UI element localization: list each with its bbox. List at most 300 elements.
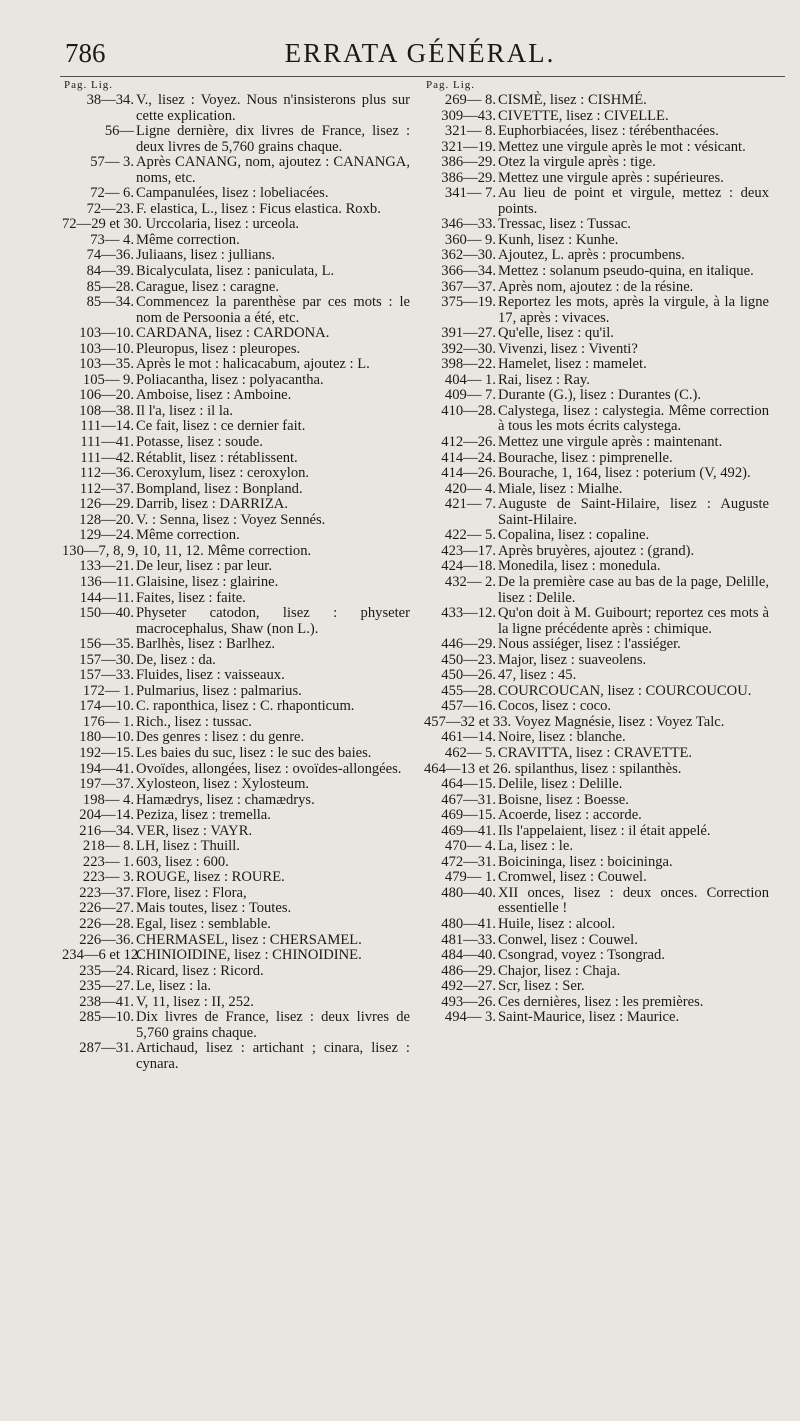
errata-correction: Kunh, lisez : Kunhe. — [498, 231, 619, 248]
errata-reference: 410—28. — [441, 402, 496, 419]
errata-column-left — [62, 78, 410, 1072]
errata-reference: 493—26. — [441, 993, 496, 1010]
errata-reference: 111—14. — [80, 418, 134, 435]
errata-correction: Mais toutes, lisez : Toutes. — [136, 900, 292, 917]
errata-correction: De, lisez : da. — [136, 651, 216, 668]
errata-entry — [424, 855, 769, 871]
errata-reference: 130—7, 8, 9, 10, 11, 12. — [62, 542, 204, 559]
errata-correction: CISMÈ, lisez : CISHMÉ. — [498, 92, 647, 108]
errata-reference: 194—41. — [79, 760, 134, 777]
errata-correction: CARDANA, lisez : CARDONA. — [136, 325, 330, 342]
errata-correction: LH, lisez : Thuill. — [136, 838, 240, 855]
errata-entry — [62, 1041, 410, 1072]
errata-reference: 432— 2. — [444, 573, 496, 590]
errata-correction: Bourache, lisez : pimprenelle. — [498, 449, 673, 466]
errata-correction: CHINIOIDINE, lisez : CHINOIDINE. — [136, 947, 362, 964]
errata-entry — [62, 124, 410, 155]
errata-entry — [424, 404, 769, 435]
errata-correction: Faites, lisez : faite. — [136, 589, 246, 606]
errata-reference: 285—10. — [79, 1009, 134, 1026]
errata-reference: 375—19. — [441, 294, 496, 311]
errata-correction: spilanthus, lisez : spilanthès. — [514, 760, 682, 777]
errata-correction: Ceroxylum, lisez : ceroxylon. — [136, 465, 310, 482]
errata-reference: 421— 7. — [444, 496, 496, 513]
errata-reference: 126—29. — [79, 496, 134, 513]
errata-correction: Darrib, lisez : DARRIZA. — [136, 496, 288, 513]
errata-correction: 603, lisez : 600. — [136, 853, 229, 870]
errata-entry — [62, 342, 410, 358]
errata-reference: 223— 3. — [82, 869, 134, 886]
errata-reference: 457—16. — [441, 698, 496, 715]
errata-reference: 484—40. — [441, 947, 496, 964]
errata-reference: 462— 5. — [444, 744, 496, 761]
errata-entry — [62, 668, 410, 684]
errata-entry — [424, 995, 769, 1011]
errata-reference: 392—30. — [441, 340, 496, 357]
errata-entry — [62, 715, 410, 731]
errata-entry — [62, 793, 410, 809]
errata-entry — [62, 404, 410, 420]
errata-correction: V., lisez : Voyez. Nous n'insisterons plus sur cette explication. — [136, 92, 410, 124]
errata-entry — [62, 948, 410, 964]
errata-correction: Huile, lisez : alcool. — [498, 915, 616, 932]
errata-entry — [62, 202, 410, 218]
errata-correction: Ces dernières, lisez : les premières. — [498, 993, 704, 1010]
errata-entry — [424, 808, 769, 824]
errata-correction: Ligne dernière, dix livres de France, lisez : deux livres de 5,760 grains chaque. — [136, 123, 410, 155]
errata-reference: 457—32 et 33. — [424, 713, 512, 730]
errata-correction: Durante (G.), lisez : Durantes (C.). — [498, 387, 702, 404]
errata-correction: Acoerde, lisez : accorde. — [498, 807, 642, 824]
errata-entry — [62, 575, 410, 591]
errata-reference: 133—21. — [79, 558, 134, 575]
errata-entry — [424, 124, 769, 140]
errata-reference: 72—23. — [86, 200, 134, 217]
page-number: 786 — [65, 38, 106, 68]
errata-reference: 180—10. — [79, 729, 134, 746]
errata-reference: 404— 1. — [444, 371, 496, 388]
errata-correction: Juliaans, lisez : jullians. — [136, 247, 276, 264]
errata-correction: Après nom, ajoutez : de la résine. — [498, 278, 694, 295]
errata-entry — [62, 777, 410, 793]
errata-correction: Chajor, lisez : Chaja. — [498, 962, 621, 979]
errata-entry — [424, 295, 769, 326]
errata-entry — [424, 544, 769, 560]
errata-reference: 461—14. — [441, 729, 496, 746]
errata-entry — [424, 186, 769, 217]
errata-reference: 341— 7. — [444, 185, 496, 202]
errata-entry — [62, 482, 410, 498]
errata-entry — [62, 855, 410, 871]
errata-correction: Delile, lisez : Delille. — [498, 776, 623, 793]
errata-entry — [62, 93, 410, 124]
errata-entry — [62, 155, 410, 186]
errata-correction: Ils l'appelaient, lisez : il était appelé. — [498, 822, 711, 839]
errata-reference: 494— 3. — [444, 1009, 496, 1026]
errata-entry — [62, 699, 410, 715]
errata-entry — [62, 295, 410, 326]
errata-entry — [424, 933, 769, 949]
errata-correction: Euphorbiacées, lisez : térébenthacées. — [498, 123, 719, 140]
errata-correction: Les baies du suc, lisez : le suc des baies. — [136, 744, 372, 761]
errata-entry — [424, 870, 769, 886]
errata-correction: Cocos, lisez : coco. — [498, 698, 612, 715]
errata-entry — [62, 746, 410, 762]
errata-reference: 472—31. — [441, 853, 496, 870]
errata-entry — [62, 824, 410, 840]
errata-reference: 469—41. — [441, 822, 496, 839]
errata-correction: Conwel, lisez : Couwel. — [498, 931, 638, 948]
errata-reference: 238—41. — [79, 993, 134, 1010]
errata-reference: 269— 8. — [444, 92, 496, 108]
errata-correction: Mettez une virgule après le mot : vésicant. — [498, 138, 746, 155]
errata-reference: 172— 1. — [82, 682, 134, 699]
errata-correction: Nous assiéger, lisez : l'assiéger. — [498, 636, 681, 653]
errata-reference: 112—37. — [79, 480, 134, 497]
errata-reference: 129—24. — [79, 527, 134, 544]
errata-correction: Major, lisez : suaveolens. — [498, 651, 647, 668]
errata-entry — [62, 217, 410, 233]
errata-reference: 38—34. — [86, 92, 134, 108]
errata-correction: Glaisine, lisez : glairine. — [136, 573, 279, 590]
errata-reference: 309—43. — [441, 107, 496, 124]
errata-correction: Vivenzi, lisez : Viventi? — [498, 340, 638, 357]
errata-reference: 423—17. — [441, 542, 496, 559]
errata-entry — [424, 824, 769, 840]
errata-reference: 287—31. — [79, 1040, 134, 1057]
errata-correction: Miale, lisez : Mialhe. — [498, 480, 623, 497]
errata-entry — [424, 917, 769, 933]
errata-entry — [424, 684, 769, 700]
errata-entry — [62, 466, 410, 482]
errata-entry — [62, 280, 410, 296]
errata-correction: Barlhès, lisez : Barlhez. — [136, 636, 275, 653]
errata-correction: Boicininga, lisez : boiciningа. — [498, 853, 673, 870]
errata-entry — [424, 1010, 769, 1026]
errata-entry — [62, 186, 410, 202]
errata-correction: Le, lisez : la. — [136, 978, 211, 995]
errata-correction: Après le mot : halicacabum, ajoutez : L. — [136, 356, 370, 373]
errata-correction: Reportez les mots, après la virgule, à la ligne 17, après : vivaces. — [498, 294, 769, 326]
errata-correction: Ce fait, lisez : ce dernier fait. — [136, 418, 306, 435]
errata-correction: Poliacantha, lisez : polyacantha. — [136, 371, 324, 388]
errata-reference: 321— 8. — [444, 123, 496, 140]
errata-correction: Auguste de Saint-Hilaire, lisez : Auguste Saint-Hilaire. — [498, 496, 769, 528]
errata-reference: 105— 9. — [82, 371, 134, 388]
errata-entry — [424, 948, 769, 964]
errata-entry — [62, 591, 410, 607]
errata-reference: 386—29. — [441, 154, 496, 171]
errata-correction: Il l'a, lisez : il la. — [136, 402, 234, 419]
errata-entry — [62, 497, 410, 513]
errata-entry — [424, 109, 769, 125]
errata-entry — [424, 762, 769, 778]
column-head-left: Pag. Lig. — [64, 79, 114, 91]
errata-correction: Potasse, lisez : soude. — [136, 434, 263, 451]
errata-correction: Tressac, lisez : Tussac. — [498, 216, 631, 233]
errata-reference: 84—39. — [86, 263, 134, 280]
errata-entry — [424, 979, 769, 995]
errata-reference: 103—10. — [79, 340, 134, 357]
errata-reference: 150—40. — [79, 605, 134, 622]
errata-correction: Amboise, lisez : Amboine. — [136, 387, 292, 404]
errata-reference: 366—34. — [441, 263, 496, 280]
errata-reference: 112—36. — [79, 465, 134, 482]
errata-entry — [424, 777, 769, 793]
errata-entry — [424, 466, 769, 482]
errata-reference: 450—23. — [441, 651, 496, 668]
errata-reference: 198— 4. — [82, 791, 134, 808]
errata-reference: 481—33. — [441, 931, 496, 948]
errata-reference: 174—10. — [79, 698, 134, 715]
errata-correction: Xylosteon, lisez : Xylosteum. — [136, 776, 310, 793]
errata-correction: Dix livres de France, lisez : deux livres de 5,760 grains chaque. — [136, 1009, 410, 1041]
errata-correction: De leur, lisez : par leur. — [136, 558, 272, 575]
errata-reference: 455—28. — [441, 682, 496, 699]
errata-correction: CIVETTE, lisez : CIVELLE. — [498, 107, 669, 124]
errata-correction: 47, lisez : 45. — [498, 667, 577, 684]
errata-reference: 446—29. — [441, 636, 496, 653]
errata-correction: Voyez Magnésie, lisez : Voyez Talc. — [514, 713, 725, 730]
errata-correction: Flore, lisez : Flora, — [136, 884, 247, 901]
errata-correction: Urccolaria, lisez : urceola. — [145, 216, 300, 233]
errata-reference: 73— 4. — [90, 231, 134, 248]
errata-reference: 72—29 et 30. — [62, 216, 142, 233]
errata-entry — [62, 326, 410, 342]
errata-reference: 226—27. — [79, 900, 134, 917]
errata-entry — [424, 482, 769, 498]
errata-correction: Ricard, lisez : Ricord. — [136, 962, 264, 979]
errata-reference: 74—36. — [86, 247, 134, 264]
errata-entry — [424, 839, 769, 855]
errata-reference: 386—29. — [441, 169, 496, 186]
errata-correction: Hamelet, lisez : mamelet. — [498, 356, 647, 373]
errata-column-right — [424, 78, 769, 1026]
errata-entry — [62, 544, 410, 560]
errata-correction: Pulmarius, lisez : palmarius. — [136, 682, 302, 699]
errata-entry — [62, 808, 410, 824]
errata-reference: 204—14. — [79, 807, 134, 824]
errata-entry — [424, 730, 769, 746]
errata-correction: Boisne, lisez : Boesse. — [498, 791, 629, 808]
errata-reference: 157—33. — [79, 667, 134, 684]
page-header — [60, 36, 780, 76]
errata-entry — [424, 699, 769, 715]
errata-entry — [424, 637, 769, 653]
errata-correction: V. : Senna, lisez : Voyez Sennés. — [136, 511, 326, 528]
errata-correction: Mettez une virgule après : maintenant. — [498, 434, 723, 451]
errata-correction: Des genres : lisez : du genre. — [136, 729, 305, 746]
errata-reference: 85—28. — [86, 278, 134, 295]
errata-entry — [62, 435, 410, 451]
errata-reference: 103—35. — [79, 356, 134, 373]
errata-reference: 56— — [104, 123, 134, 140]
errata-correction: Csongrad, voyez : Tsongrad. — [498, 947, 665, 964]
errata-correction: Monedila, lisez : monedula. — [498, 558, 661, 575]
errata-correction: Bourache, 1, 164, lisez : poterium (V, 492). — [498, 465, 751, 482]
errata-correction: Carague, lisez : caragne. — [136, 278, 280, 295]
errata-reference: 111—41. — [80, 434, 134, 451]
errata-entry — [62, 528, 410, 544]
errata-correction: De la première case au bas de la page, Delille, lisez : Delile. — [498, 573, 769, 606]
errata-reference: 223— 1. — [82, 853, 134, 870]
errata-correction: Calystega, lisez : calystegia. Même correction à tous les mots écrits calystega. — [498, 402, 769, 435]
errata-entry — [424, 528, 769, 544]
errata-correction: C. raponthica, lisez : C. rhaponticum. — [136, 698, 355, 715]
errata-entry — [62, 964, 410, 980]
errata-reference: 433—12. — [441, 605, 496, 622]
errata-reference: 467—31. — [441, 791, 496, 808]
errata-correction: Après CANANG, nom, ajoutez : CANANGA, noms, etc. — [136, 154, 410, 186]
errata-correction: V, 11, lisez : II, 252. — [136, 993, 254, 1010]
errata-reference: 321—19. — [441, 138, 496, 155]
errata-reference: 391—27. — [441, 325, 496, 342]
errata-correction: Noire, lisez : blanche. — [498, 729, 626, 746]
errata-correction: Rich., lisez : tussac. — [136, 713, 252, 730]
errata-entry — [424, 575, 769, 606]
errata-correction: Mettez : solanum pseudo-quina, en italique. — [498, 263, 754, 280]
errata-correction: Hamædrys, lisez : chamædrys. — [136, 791, 315, 808]
errata-reference: 103—10. — [79, 325, 134, 342]
errata-entry — [62, 730, 410, 746]
errata-correction: Au lieu de point et virgule, mettez : deux points. — [498, 185, 769, 217]
errata-correction: Ajoutez, L. après : procumbens. — [498, 247, 685, 264]
errata-entry — [62, 559, 410, 575]
errata-entry — [424, 217, 769, 233]
errata-entry — [424, 886, 769, 917]
errata-reference: 414—26. — [441, 465, 496, 482]
errata-reference: 424—18. — [441, 558, 496, 575]
errata-entry — [62, 979, 410, 995]
errata-reference: 128—20. — [79, 511, 134, 528]
errata-correction: Campanulées, lisez : lobeliacées. — [136, 185, 329, 202]
errata-reference: 235—27. — [79, 978, 134, 995]
errata-entry — [62, 1010, 410, 1041]
errata-correction: CRAVITTA, lisez : CRAVETTE. — [498, 744, 693, 761]
errata-correction: Bompland, lisez : Bonpland. — [136, 480, 303, 497]
errata-entry — [62, 357, 410, 373]
errata-reference: 409— 7. — [444, 387, 496, 404]
errata-reference: 470— 4. — [444, 838, 496, 855]
errata-reference: 367—37. — [441, 278, 496, 295]
errata-correction: Même correction. — [207, 542, 312, 559]
errata-list-right — [424, 93, 769, 1026]
errata-entry — [424, 964, 769, 980]
errata-entry — [424, 559, 769, 575]
errata-correction: Bicalyculata, lisez : paniculata, L. — [136, 263, 335, 280]
errata-entry — [424, 93, 769, 109]
errata-reference: 469—15. — [441, 807, 496, 824]
errata-correction: Peziza, lisez : tremella. — [136, 807, 271, 824]
errata-correction: Scr, lisez : Ser. — [498, 978, 585, 995]
errata-correction: Rai, lisez : Ray. — [498, 371, 590, 388]
errata-reference: 72— 6. — [90, 185, 134, 202]
errata-reference: 422— 5. — [444, 527, 496, 544]
header-rule — [60, 76, 785, 77]
column-head-right: Pag. Lig. — [426, 79, 476, 91]
errata-entry — [424, 388, 769, 404]
errata-entry — [424, 435, 769, 451]
errata-correction: Egal, lisez : semblable. — [136, 915, 271, 932]
errata-reference: 360— 9. — [444, 231, 496, 248]
errata-correction: Otez la virgule après : tige. — [498, 154, 656, 171]
errata-correction: Artichaud, lisez : artichant ; cinara, lisez : cynara. — [136, 1040, 410, 1072]
errata-correction: Qu'on doit à M. Guibourt; reportez ces mots à la ligne précédente après : chimique. — [498, 605, 769, 637]
errata-reference: 450—26. — [441, 667, 496, 684]
errata-correction: Ovoïdes, allongées, lisez : ovoïdes-allongées. — [136, 760, 402, 777]
errata-correction: Pleuropus, lisez : pleuropes. — [136, 340, 301, 357]
errata-reference: 492—27. — [441, 978, 496, 995]
errata-correction: CHERMASEL, lisez : CHERSAMEL. — [136, 931, 362, 948]
errata-entry — [62, 901, 410, 917]
errata-entry — [62, 513, 410, 529]
errata-entry — [424, 171, 769, 187]
errata-correction: La, lisez : le. — [498, 838, 573, 855]
errata-entry — [62, 451, 410, 467]
errata-correction: XII onces, lisez : deux onces. Correction essentielle ! — [498, 884, 769, 917]
errata-reference: 226—28. — [79, 915, 134, 932]
errata-reference: 85—34. — [86, 294, 134, 311]
errata-correction: Après bruyères, ajoutez : (grand). — [498, 542, 695, 559]
errata-entry — [424, 155, 769, 171]
errata-list-left — [62, 93, 410, 1072]
errata-entry — [424, 668, 769, 684]
errata-reference: 136—11. — [79, 573, 134, 590]
errata-entry — [62, 248, 410, 264]
errata-reference: 414—24. — [441, 449, 496, 466]
errata-correction: Commencez la parenthèse par ces mots : le nom de Persoonia a été, etc. — [136, 294, 410, 326]
errata-entry — [424, 715, 769, 731]
errata-reference: 197—37. — [79, 776, 134, 793]
errata-reference: 464—13 et 26. — [424, 760, 512, 777]
errata-reference: 464—15. — [441, 776, 496, 793]
errata-entry — [62, 373, 410, 389]
errata-entry — [62, 886, 410, 902]
errata-entry — [62, 762, 410, 778]
errata-entry — [62, 388, 410, 404]
errata-correction: COURCOUCAN, lisez : COURCOUCOU. — [498, 682, 752, 699]
errata-entry — [424, 140, 769, 156]
errata-reference: 156—35. — [79, 636, 134, 653]
errata-entry — [62, 995, 410, 1011]
errata-reference: 346—33. — [441, 216, 496, 233]
errata-entry — [62, 233, 410, 249]
errata-reference: 108—38. — [79, 402, 134, 419]
errata-reference: 216—34. — [79, 822, 134, 839]
errata-reference: 486—29. — [441, 962, 496, 979]
errata-reference: 480—41. — [441, 915, 496, 932]
errata-entry — [424, 653, 769, 669]
errata-reference: 57— 3. — [90, 154, 134, 171]
errata-entry — [62, 917, 410, 933]
errata-correction: Copalina, lisez : copaline. — [498, 527, 650, 544]
errata-entry — [62, 264, 410, 280]
errata-entry — [424, 248, 769, 264]
errata-correction: VER, lisez : VAYR. — [136, 822, 253, 839]
errata-entry — [424, 746, 769, 762]
errata-reference: 479— 1. — [444, 869, 496, 886]
errata-reference: 157—30. — [79, 651, 134, 668]
errata-reference: 420— 4. — [444, 480, 496, 497]
errata-entry — [62, 870, 410, 886]
page-title: ERRATA GÉNÉRAL. — [284, 38, 556, 68]
errata-reference: 144—11. — [79, 589, 134, 606]
errata-entry — [424, 342, 769, 358]
errata-entry — [424, 373, 769, 389]
errata-reference: 223—37. — [79, 884, 134, 901]
errata-entry — [62, 653, 410, 669]
errata-correction: ROUGE, lisez : ROURE. — [136, 869, 285, 886]
